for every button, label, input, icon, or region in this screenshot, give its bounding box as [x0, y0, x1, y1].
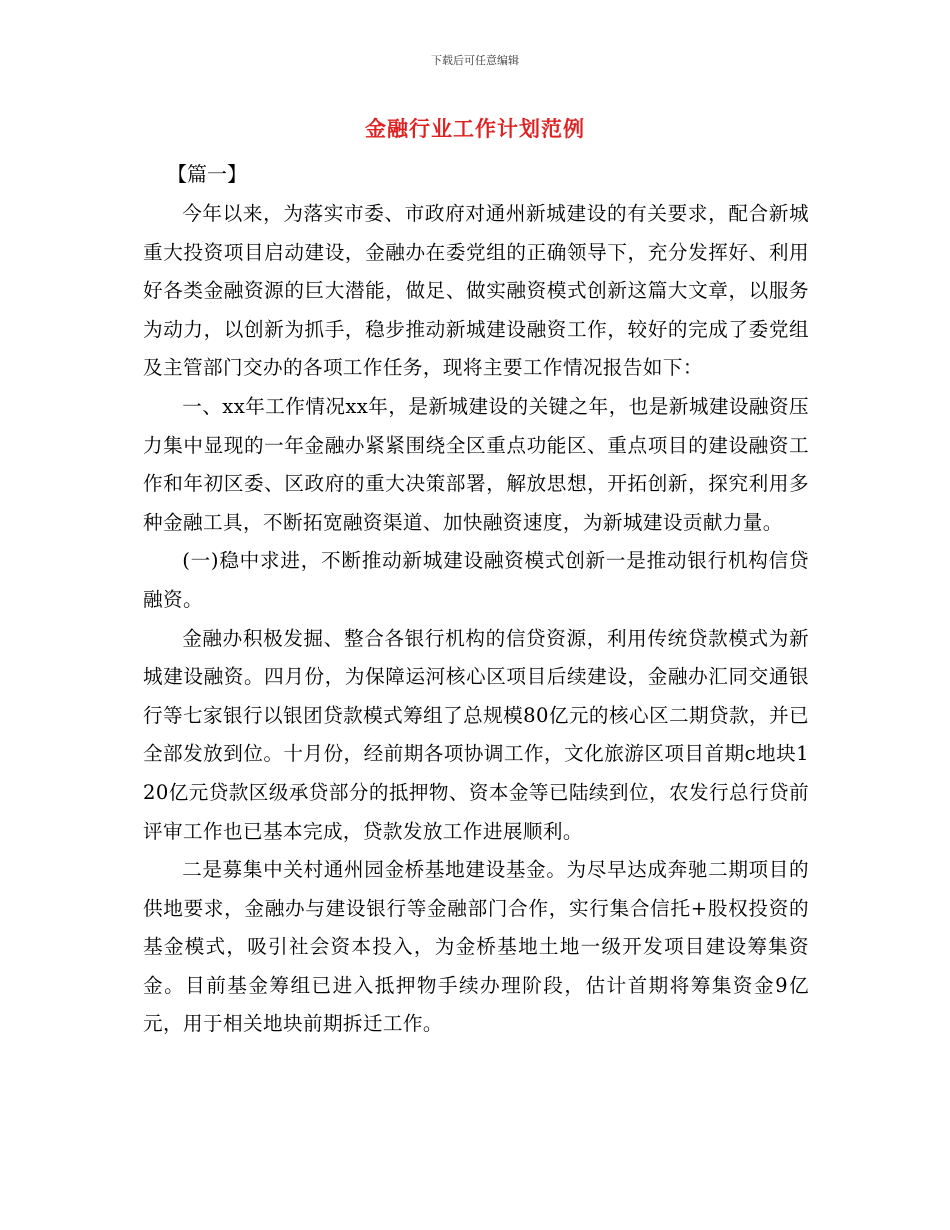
header-note: 下载后可任意编辑 [431, 54, 519, 67]
paragraph-fund-raising: 二是募集中关村通州园金桥基地建设基金。为尽早达成奔驰二期项目的供地要求，金融办与建设银行等金融部门合作，实行集合信托+股权投资的基金模式，吸引社会资本投入，为金桥基地土地一级开发项目建设筹集资金。目前基金筹组已进入抵押物手续办理阶段，估计首期将筹集资金9亿元，用于相关地块前期拆迁工作。 [143, 858, 809, 1036]
paragraph-work-overview: 一、xx年工作情况xx年，是新城建设的关键之年，也是新城建设融资压力集中显现的一年金融办紧紧围绕全区重点功能区、重点项目的建设融资工作和年初区委、区政府的重大决策部署，解放思想，开拓创新，探究利用多种金融工具，不断拓宽融资渠道、加快融资速度，为新城建设贡献力量。 [143, 394, 809, 534]
paragraph-subsection-one: (一)稳中求进，不断推动新城建设融资模式创新一是推动银行机构信贷融资。 [143, 549, 809, 611]
section-label: 【篇一】 [167, 162, 247, 186]
document-body [143, 195, 809, 1044]
document-title: 金融行业工作计划范例 [365, 116, 585, 141]
paragraph-intro: 今年以来，为落实市委、市政府对通州新城建设的有关要求，配合新城重大投资项目启动建设，金融办在委党组的正确领导下，充分发挥好、利用好各类金融资源的巨大潜能，做足、做实融资模式创新这篇大文章，以服务为动力，以创新为抓手，稳步推动新城建设融资工作，较好的完成了委党组及主管部门交办的各项工作任务，现将主要工作情况报告如下： [143, 202, 809, 380]
paragraph-bank-credit: 金融办积极发掘、整合各银行机构的信贷资源，利用传统贷款模式为新城建设融资。四月份，为保障运河核心区项目后续建设，金融办汇同交通银行等七家银行以银团贷款模式筹组了总规模80亿元的核心区二期贷款，并已全部发放到位。十月份，经前期各项协调工作，文化旅游区项目首期c地块120亿元贷款区级承贷部分的抵押物、资本金等已陆续到位，农发行总行贷前评审工作也已基本完成，贷款发放工作进展顺利。 [143, 626, 809, 843]
